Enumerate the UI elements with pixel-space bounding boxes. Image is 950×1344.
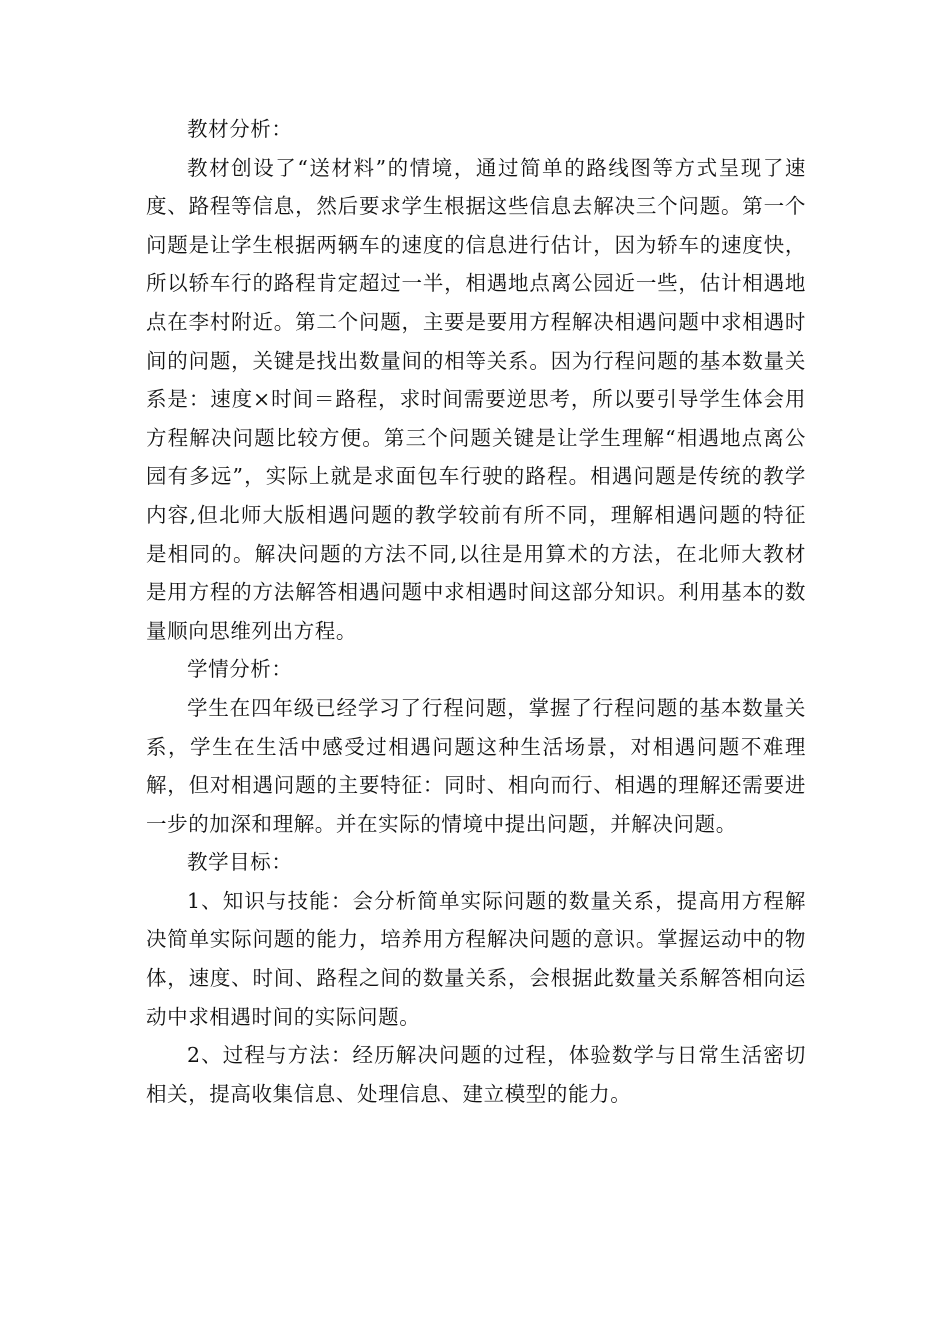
document-page [146,110,806,1113]
paragraph-textbook-analysis: 教材创设了“送材料”的情境，通过简单的路线图等方式呈现了速度、路程等信息，然后要求学生根据这些信息去解决三个问题。第一个问题是让学生根据两辆车的速度的信息进行估计，因为轿车的速度快，所以轿车行的路程肯定超过一半，相遇地点离公园近一些，估计相遇地点在李村附近。第二个问题，主要是要用方程解决相遇问题中求相遇时间的问题，关键是找出数量间的相等关系。因为行程问题的基本数量关系是：速度×时间＝路程，求时间需要逆思考，所以要引导学生体会用方程解决问题比较方便。第三个问题关键是让学生理解“相遇地点离公园有多远”，实际上就是求面包车行驶的路程。相遇问题是传统的教学内容,但北师大版相遇问题的教学较前有所不同，理解相遇问题的特征是相同的。解决问题的方法不同,以往是用算术的方法，在北师大教材是用方程的方法解答相遇问题中求相遇时间这部分知识。利用基本的数量顺向思维列出方程。 [146,155,806,643]
paragraph-student-analysis: 学生在四年级已经学习了行程问题，掌握了行程问题的基本数量关系，学生在生活中感受过相遇问题这种生活场景，对相遇问题不难理解，但对相遇问题的主要特征：同时、相向而行、相遇的理解还需要进一步的加深和理解。并在实际的情境中提出问题，并解决问题。 [146,695,806,836]
paragraph-goal-knowledge-skills: 1、知识与技能：会分析简单实际问题的数量关系，提高用方程解决简单实际问题的能力，培养用方程解决问题的意识。掌握运动中的物体，速度、时间、路程之间的数量关系，会根据此数量关系解答相向运动中求相遇时间的实际问题。 [146,888,806,1029]
heading-student-analysis: 学情分析： [187,657,293,682]
heading-textbook-analysis: 教材分析： [187,117,293,141]
heading-teaching-goals: 教学目标： [187,850,293,875]
paragraph-goal-process-methods: 2、过程与方法：经历解决问题的过程，体验数学与日常生活密切相关，提高收集信息、处理信息、建立模型的能力。 [146,1043,806,1106]
